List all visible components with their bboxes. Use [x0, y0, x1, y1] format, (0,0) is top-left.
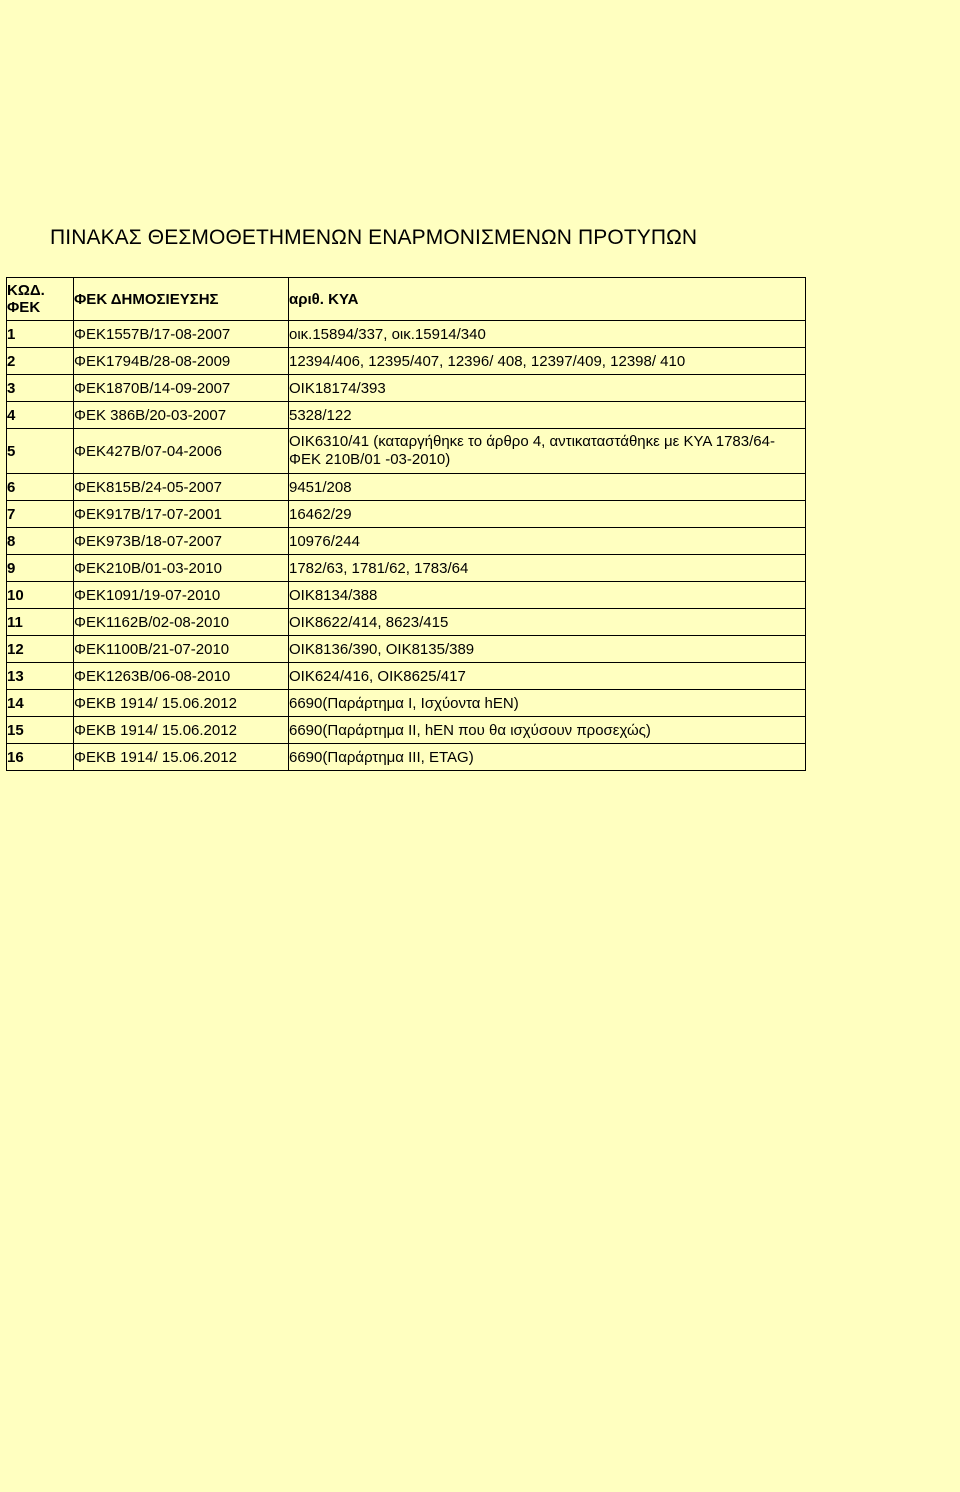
table-row — [7, 609, 806, 636]
table-row — [7, 636, 806, 663]
row-fek: ΦΕΚΒ 1914/ 15.06.2012 — [74, 744, 289, 771]
row-number: 12 — [7, 636, 74, 663]
row-fek: ΦΕΚ1263Β/06-08-2010 — [74, 663, 289, 690]
row-number: 1 — [7, 321, 74, 348]
row-fek: ΦΕΚ973Β/18-07-2007 — [74, 528, 289, 555]
row-kya: 6690(Παράρτημα Ι, Ισχύοντα hEN) — [289, 690, 806, 717]
row-kya: 1782/63, 1781/62, 1783/64 — [289, 555, 806, 582]
table-row — [7, 744, 806, 771]
column-header-fek: ΦΕΚ ΔΗΜΟΣΙΕΥΣΗΣ — [74, 278, 289, 321]
table-row — [7, 402, 806, 429]
row-kya: οικ.15894/337, οικ.15914/340 — [289, 321, 806, 348]
row-number: 10 — [7, 582, 74, 609]
row-number: 8 — [7, 528, 74, 555]
table-row — [7, 348, 806, 375]
row-number: 5 — [7, 429, 74, 474]
table-row — [7, 474, 806, 501]
table-row — [7, 555, 806, 582]
row-fek: ΦΕΚ1557Β/17-08-2007 — [74, 321, 289, 348]
row-fek: ΦΕΚ210Β/01-03-2010 — [74, 555, 289, 582]
row-kya: ΟΙΚ6310/41 (καταργήθηκε το άρθρο 4, αντικαταστάθηκε με ΚΥΑ 1783/64-ΦΕΚ 210Β/01 -03-2010) — [289, 429, 806, 474]
row-fek: ΦΕΚ917Β/17-07-2001 — [74, 501, 289, 528]
row-fek: ΦΕΚ815Β/24-05-2007 — [74, 474, 289, 501]
row-kya: ΟΙΚ624/416, ΟΙΚ8625/417 — [289, 663, 806, 690]
row-number: 13 — [7, 663, 74, 690]
standards-table — [6, 277, 806, 771]
row-fek: ΦΕΚΒ 1914/ 15.06.2012 — [74, 717, 289, 744]
row-number: 15 — [7, 717, 74, 744]
row-number: 7 — [7, 501, 74, 528]
row-kya: 16462/29 — [289, 501, 806, 528]
row-kya: 6690(Παράρτημα ΙΙ, hEN που θα ισχύσουν προσεχώς) — [289, 717, 806, 744]
row-number: 6 — [7, 474, 74, 501]
column-header-code: ΚΩΔ. ΦΕΚ — [7, 278, 74, 321]
row-number: 11 — [7, 609, 74, 636]
row-kya: ΟΙΚ18174/393 — [289, 375, 806, 402]
row-fek: ΦΕΚ 386Β/20-03-2007 — [74, 402, 289, 429]
table-row — [7, 321, 806, 348]
row-kya: 6690(Παράρτημα ΙΙΙ, ETAG) — [289, 744, 806, 771]
row-number: 3 — [7, 375, 74, 402]
table-row — [7, 717, 806, 744]
table-row — [7, 690, 806, 717]
row-kya: 5328/122 — [289, 402, 806, 429]
table-row — [7, 528, 806, 555]
row-number: 9 — [7, 555, 74, 582]
row-number: 16 — [7, 744, 74, 771]
row-kya: 12394/406, 12395/407, 12396/ 408, 12397/409, 12398/ 410 — [289, 348, 806, 375]
table-row — [7, 375, 806, 402]
table-header-row — [7, 278, 806, 321]
row-fek: ΦΕΚ1870Β/14-09-2007 — [74, 375, 289, 402]
row-kya: ΟΙΚ8622/414, 8623/415 — [289, 609, 806, 636]
row-kya: ΟΙΚ8136/390, ΟΙΚ8135/389 — [289, 636, 806, 663]
row-fek: ΦΕΚ427Β/07-04-2006 — [74, 429, 289, 474]
table-row — [7, 501, 806, 528]
row-fek: ΦΕΚΒ 1914/ 15.06.2012 — [74, 690, 289, 717]
row-fek: ΦΕΚ1162Β/02-08-2010 — [74, 609, 289, 636]
column-header-kya: αριθ. ΚΥΑ — [289, 278, 806, 321]
table-row — [7, 663, 806, 690]
row-kya: 10976/244 — [289, 528, 806, 555]
row-number: 14 — [7, 690, 74, 717]
row-fek: ΦΕΚ1100Β/21-07-2010 — [74, 636, 289, 663]
row-fek: ΦΕΚ1794Β/28-08-2009 — [74, 348, 289, 375]
row-number: 2 — [7, 348, 74, 375]
row-number: 4 — [7, 402, 74, 429]
table-row — [7, 429, 806, 474]
row-kya: 9451/208 — [289, 474, 806, 501]
table-row — [7, 582, 806, 609]
row-fek: ΦΕΚ1091/19-07-2010 — [74, 582, 289, 609]
page-title: ΠΙΝΑΚΑΣ ΘΕΣΜΟΘΕΤΗΜΕΝΩΝ ΕΝΑΡΜΟΝΙΣΜΕΝΩΝ ΠΡΟΤΥΠΩΝ — [50, 226, 698, 249]
row-kya: ΟΙΚ8134/388 — [289, 582, 806, 609]
